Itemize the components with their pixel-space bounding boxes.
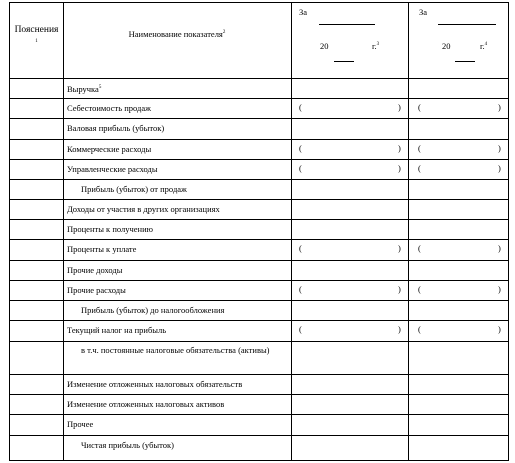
table-row	[10, 159, 508, 179]
table-row	[10, 179, 508, 199]
row-label: Проценты к уплате	[67, 244, 137, 254]
table-row	[10, 320, 508, 341]
row-label: Текущий налог на прибыль	[67, 325, 167, 335]
row-label: Доходы от участия в других организациях	[67, 204, 220, 214]
table-row	[10, 280, 508, 300]
header-explanations: Пояснения $^1$	[14, 25, 59, 44]
open-paren: (	[418, 163, 421, 173]
table-row	[10, 139, 508, 159]
table-row	[10, 78, 508, 98]
row-label: Прибыль (убыток) от продаж	[81, 184, 187, 194]
row-label: Управленческие расходы	[67, 164, 158, 174]
open-paren: (	[299, 143, 302, 153]
row-label: Прочие доходы	[67, 265, 123, 275]
close-paren: )	[498, 163, 501, 173]
table-row	[10, 219, 508, 239]
close-paren: )	[398, 324, 401, 334]
open-paren: (	[418, 324, 421, 334]
open-paren: (	[418, 284, 421, 294]
open-paren: (	[418, 143, 421, 153]
table-row	[10, 98, 508, 118]
row-label: Себестоимость продаж	[67, 103, 152, 113]
row-label: Коммерческие расходы	[67, 144, 152, 154]
row-label: Прибыль (убыток) до налогообложения	[81, 305, 225, 315]
row-label: Проценты к получению	[67, 224, 153, 234]
close-paren: )	[398, 243, 401, 253]
table-row	[10, 394, 508, 414]
table-row	[10, 300, 508, 320]
close-paren: )	[498, 284, 501, 294]
financial-results-table: Пояснения $^1$ Наименование показателя$^2$ За 20 г.$^3$ За 20 г.$^4$ Выручка$^5$ Себестоимость продаж ( ) ( ) Валовая прибыль (убыток) Коммерческие расходы ( ) ( ) Управленческие расходы ( ) ( ) Прибыль (убыток) от продаж Доходы от участия в других организациях Проценты к получению Проценты к уплате ( ) ( ) Прочие доходы Прочие расходы ( ) ( ) Прибыль (убыток) до налогообложения Текущий налог на прибыль ( ) ( ) в т.ч. постоянные налоговые обязательства (активы) Изменение отложенных налоговых обязательств Изменение отложенных налоговых активов Прочее Чистая прибыль (убыток)	[9, 2, 509, 461]
row-label: Изменение отложенных налоговых обязательств	[67, 379, 243, 389]
close-paren: )	[398, 284, 401, 294]
table-row	[10, 435, 508, 458]
table-row	[10, 341, 508, 374]
table-row	[10, 260, 508, 280]
row-label: в т.ч. постоянные налоговые обязательства (активы)	[81, 345, 270, 355]
open-paren: (	[299, 243, 302, 253]
close-paren: )	[498, 243, 501, 253]
table-row	[10, 374, 508, 394]
open-paren: (	[299, 324, 302, 334]
open-paren: (	[299, 284, 302, 294]
close-paren: )	[398, 163, 401, 173]
header-indicator-name: Наименование показателя$^2$	[128, 29, 226, 39]
open-paren: (	[299, 102, 302, 112]
table-row	[10, 199, 508, 219]
close-paren: )	[498, 102, 501, 112]
row-label: Выручка$^5$	[67, 83, 102, 94]
row-label: Изменение отложенных налоговых активов	[67, 399, 225, 409]
row-label: Прочее	[67, 419, 94, 429]
close-paren: )	[398, 102, 401, 112]
open-paren: (	[299, 163, 302, 173]
close-paren: )	[498, 324, 501, 334]
close-paren: )	[398, 143, 401, 153]
open-paren: (	[418, 102, 421, 112]
row-label: Прочие расходы	[67, 285, 126, 295]
row-label: Валовая прибыль (убыток)	[67, 123, 165, 133]
close-paren: )	[498, 143, 501, 153]
row-label: Чистая прибыль (убыток)	[81, 440, 174, 450]
table-row	[10, 118, 508, 139]
open-paren: (	[418, 243, 421, 253]
table-row	[10, 239, 508, 260]
table-row	[10, 414, 508, 435]
